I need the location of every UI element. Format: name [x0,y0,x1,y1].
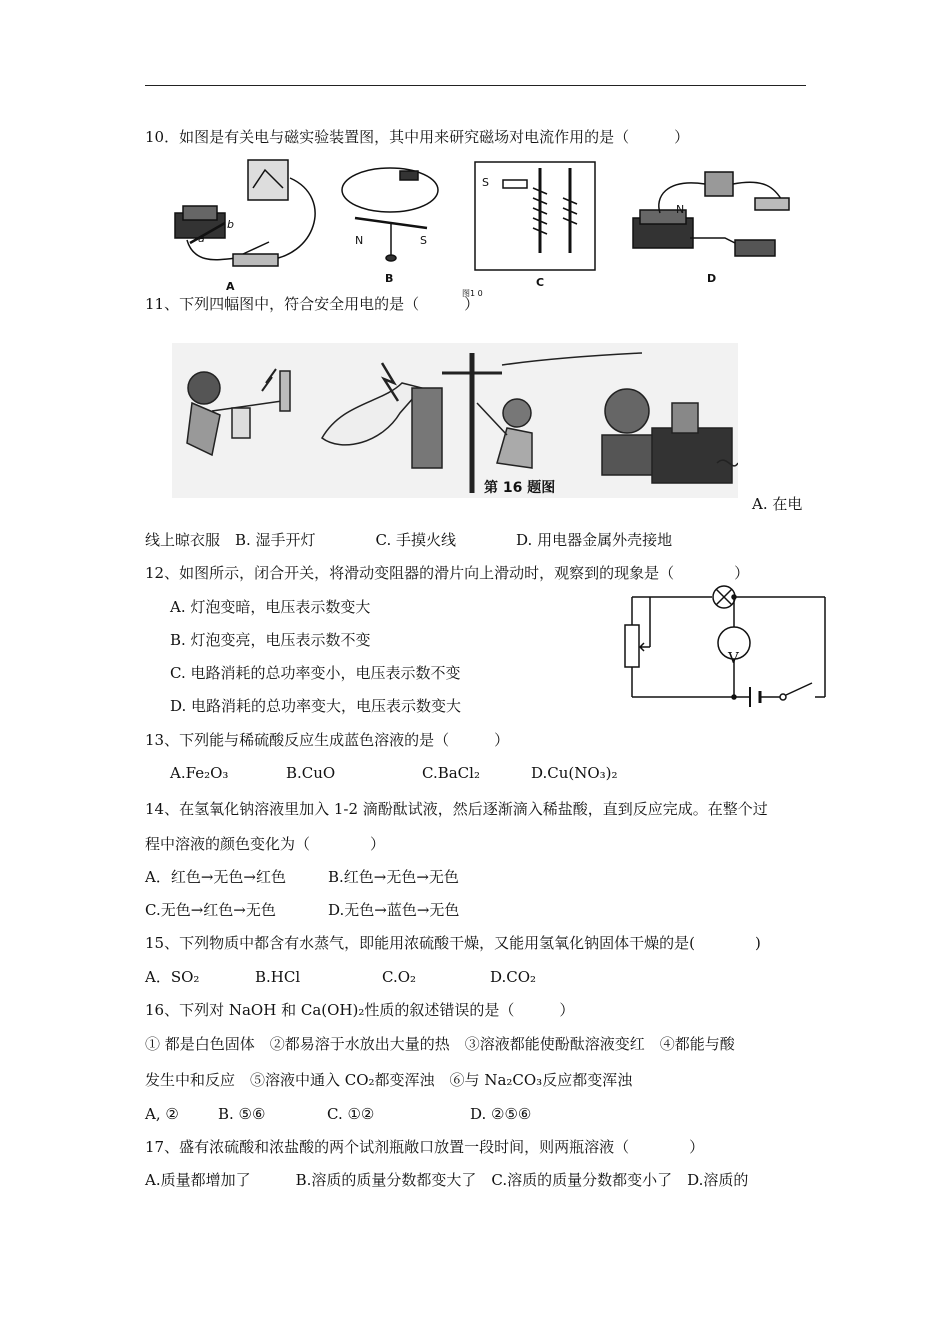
q15-option-d: D.CO₂ [490,968,537,986]
fig-label-c: C [536,276,545,289]
q16-option-d: D. ②⑤⑥ [470,1105,532,1123]
q17-stem: 17、盛有浓硫酸和浓盐酸的两个试剂瓶敞口放置一段时间，则两瓶溶液（ ） [145,1138,705,1156]
q16-stem: 16、下列对 NaOH 和 Ca(OH)₂性质的叙述错误的是（ ） [145,1001,575,1019]
fig-label-d: D [707,272,717,285]
fig-small-b: b [227,218,234,231]
q11-options: 线上晾衣服 B. 湿手开灯 C. 手摸火线 D. 用电器金属外壳接地 [145,531,673,549]
fig-small-switch: S [482,176,489,189]
q13-option-c: C.BaCl₂ [422,764,480,782]
q11-caption: 第 16 题图 [484,480,556,496]
figure-c [475,162,595,270]
fig-small-n: N [355,234,364,247]
q12-option-b: B. 灯泡变亮，电压表示数不变 [170,631,371,649]
q14-stem-line2: 程中溶液的颜色变化为（ ） [145,835,386,853]
fig-note: 图1 0 [462,289,483,298]
q13-option-b: B.CuO [286,764,336,782]
header-rule [145,85,806,86]
q13-stem: 13、下列能与稀硫酸反应生成蓝色溶液的是（ ） [145,731,510,749]
q14-option-d: D.无色→蓝色→无色 [328,901,460,919]
q12-option-c: C. 电路消耗的总功率变小，电压表示数不变 [170,664,461,682]
q15-stem: 15、下列物质中都含有水蒸气，即能用浓硫酸干燥，又能用氢氧化钠固体干燥的是( ) [145,934,761,952]
q12-voltmeter-label: V [728,649,739,667]
q13-option-d: D.Cu(NO₃)₂ [531,764,618,782]
q14-option-b: B.红色→无色→无色 [328,868,459,886]
q12-stem: 12、如图所示，闭合开关，将滑动变阻器的滑片向上滑动时，观察到的现象是（ ） [145,564,750,582]
q14-option-c: C.无色→红色→无色 [145,901,276,919]
q16-option-c: C. ①② [327,1105,375,1123]
q16-line2: 发生中和反应 ⑤溶液中通入 CO₂都变浑浊 ⑥与 Na₂CO₃反应都变浑浊 [145,1071,633,1089]
q15-option-b: B.HCl [255,968,301,986]
fig-small-pole: N [676,203,685,216]
figure-a [175,160,315,266]
q16-option-a: A, ② [145,1105,179,1123]
fig-label-a: A [226,280,235,293]
figure-b [342,168,438,261]
fig-small-a: a [198,232,205,245]
q12-circuit [620,585,830,710]
q13-option-a: A.Fe₂O₃ [170,764,229,782]
fig-small-s: S [420,234,427,247]
figure-d [633,172,789,256]
q12-option-d: D. 电路消耗的总功率变大，电压表示数变大 [170,697,462,715]
q14-option-a: A．红色→无色→红色 [145,868,286,886]
fig-label-b: B [385,272,394,285]
q15-option-a: A．SO₂ [145,968,200,986]
q16-line1: ① 都是白色固体 ②都易溶于水放出大量的热 ③溶液都能使酚酞溶液变红 ④都能与酸 [145,1035,735,1053]
q11-trail: A. 在电 [752,495,803,513]
q11-figure [172,343,738,498]
q15-option-c: C.O₂ [382,968,417,986]
q10-stem: 10．如图是有关电与磁实验装置图，其中用来研究磁场对电流作用的是（ ） [145,128,690,146]
q14-stem-line1: 14、在氢氧化钠溶液里加入 1-2 滴酚酞试液，然后逐渐滴入稀盐酸，直到反应完成。在整个过 [145,800,768,818]
q11-stem: 11、下列四幅图中，符合安全用电的是（ ） [145,295,480,313]
q12-option-a: A. 灯泡变暗，电压表示数变大 [170,598,371,616]
q16-option-b: B. ⑤⑥ [218,1105,266,1123]
q17-options: A.质量都增加了 B.溶质的质量分数都变大了 C.溶质的质量分数都变小了 D.溶质的 [145,1171,749,1189]
